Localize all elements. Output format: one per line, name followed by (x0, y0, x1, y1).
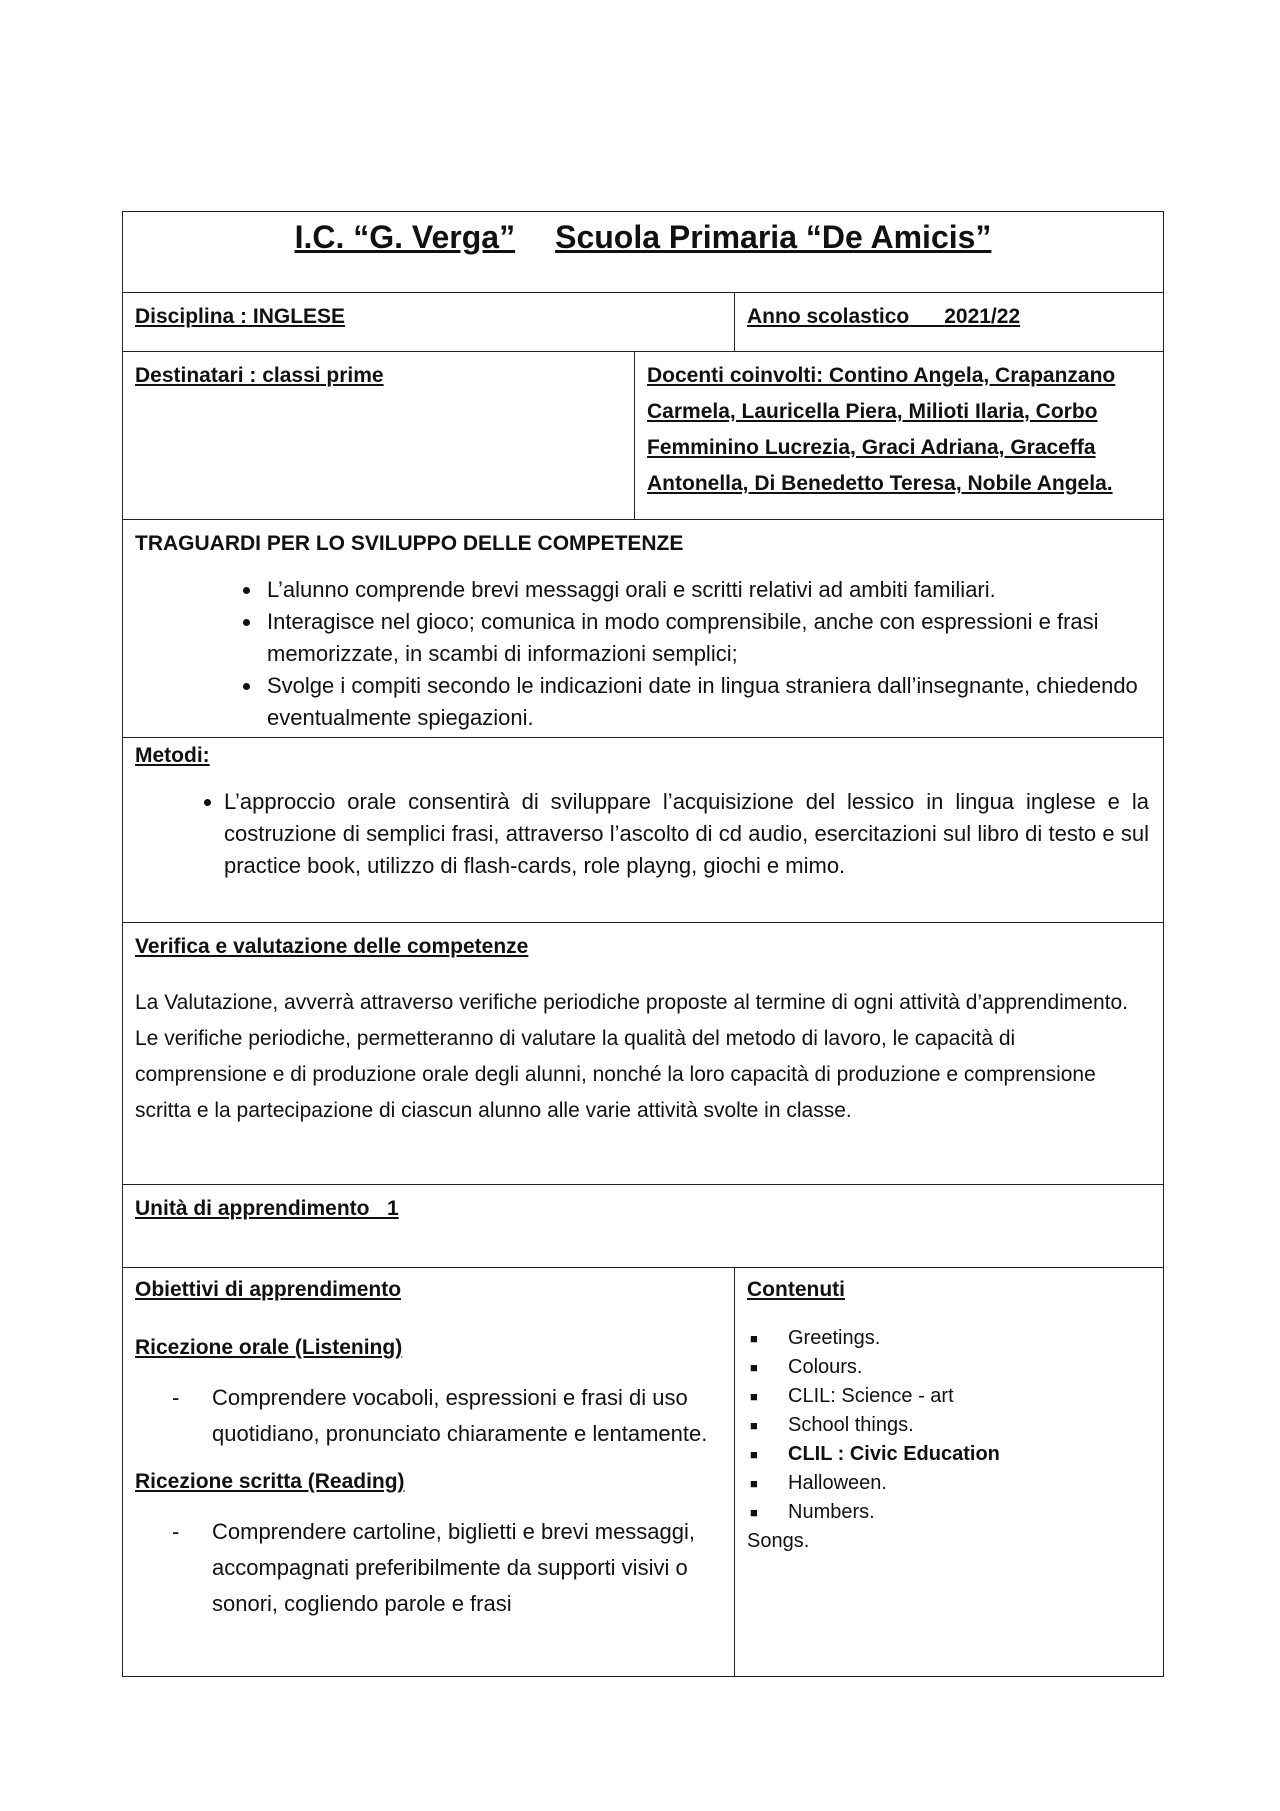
list-item: • Interagisce nel gioco; comunica in modo comprensibile, anche con espressioni e frasi memorizzate, in scambi di informazioni semplici; (263, 606, 1151, 670)
list-item: - Comprendere cartoline, biglietti e brevi messaggi, accompagnati preferibilmente da supporti visivi o sonori, cogliendo parole e frasi (135, 1514, 722, 1622)
title-row (122, 211, 1164, 293)
school-year-label: Anno scolastico (747, 305, 910, 328)
discipline-label: Disciplina : INGLESE (135, 305, 346, 328)
list-item: ■ Greetings. (747, 1324, 1151, 1353)
list-item: ■ CLIL: Science - art (747, 1382, 1151, 1411)
assessment-section (122, 923, 1164, 1185)
page-title (123, 212, 1163, 292)
objectives-row (122, 1268, 1164, 1677)
songs-label: Songs. (747, 1530, 810, 1552)
contents-column (734, 1268, 1163, 1676)
assessment-title: Verifica e valutazione delle competenze (135, 935, 529, 958)
school-year-value: 2021/22 (944, 305, 1021, 328)
learning-unit-row (122, 1185, 1164, 1268)
recipients-label: Destinatari : classi prime (135, 364, 384, 387)
contents-list (747, 1324, 1151, 1527)
listening-list (135, 1380, 722, 1452)
list-item: ■ Colours. (747, 1353, 1151, 1382)
list-item: - Comprendere vocaboli, espressioni e frasi di uso quotidiano, pronunciato chiaramente e lentamente. (135, 1380, 722, 1452)
list-item: ■ Numbers. (747, 1498, 1151, 1527)
list-item: • L’alunno comprende brevi messaggi orali e scritti relativi ad ambiti familiari. (263, 574, 1151, 606)
objectives-title: Obiettivi di apprendimento (135, 1278, 402, 1301)
list-item: ■ CLIL : Civic Education (747, 1440, 1151, 1469)
assessment-text: La Valutazione, avverrà attraverso verifiche periodiche proposte al termine di ogni attività d’apprendimento. Le verifiche periodiche, permetteranno di valutare la qualità del metodo di lavoro, le capacità di comprensione e di produzione orale degli alunni, nonché la loro capacità di produzione e comprensione scritta e la partecipazione di ciascun alunno alle varie attività svolte in classe. (135, 991, 1128, 1122)
objectives-column (123, 1268, 734, 1676)
listening-title: Ricezione orale (Listening) (135, 1336, 403, 1359)
list-item: • Svolge i compiti secondo le indicazioni date in lingua straniera dall’insegnante, chiedendo eventualmente spiegazioni. (263, 670, 1151, 734)
contents-title: Contenuti (747, 1278, 845, 1301)
reading-title: Ricezione scritta (Reading) (135, 1470, 405, 1493)
reading-list (135, 1514, 722, 1622)
school-year (734, 293, 1163, 351)
methods-section (122, 738, 1164, 923)
goals-section (122, 520, 1164, 738)
discipline-row (122, 293, 1164, 352)
recipients-row (122, 352, 1164, 520)
list-item: ■ Halloween. (747, 1469, 1151, 1498)
document-table (122, 211, 1164, 1677)
learning-unit-title: Unità di apprendimento 1 (135, 1197, 399, 1220)
school-name: I.C. “G. Verga” (294, 219, 516, 255)
primary-school-name: Scuola Primaria “De Amicis” (555, 219, 992, 255)
methods-title: Metodi: (135, 744, 210, 767)
goals-title: TRAGUARDI PER LO SVILUPPO DELLE COMPETENZE (135, 532, 684, 555)
goals-list (135, 574, 1151, 734)
teachers-list: Docenti coinvolti: Contino Angela, Crapanzano Carmela, Lauricella Piera, Milioti Ilaria, Corbo Femminino Lucrezia, Graci Adriana, Graceffa Antonella, Di Benedetto Teresa, Nobile Angela. (634, 352, 1163, 519)
list-item: • L’approccio orale consentirà di sviluppare l’acquisizione del lessico in lingua inglese e la costruzione di semplici frasi, attraverso l’ascolto di cd audio, esercitazioni sul libro di testo e sul practice book, utilizzo di flash-cards, role playng, giochi e mimo. (224, 786, 1149, 882)
methods-list (135, 786, 1151, 882)
list-item: ■ School things. (747, 1411, 1151, 1440)
